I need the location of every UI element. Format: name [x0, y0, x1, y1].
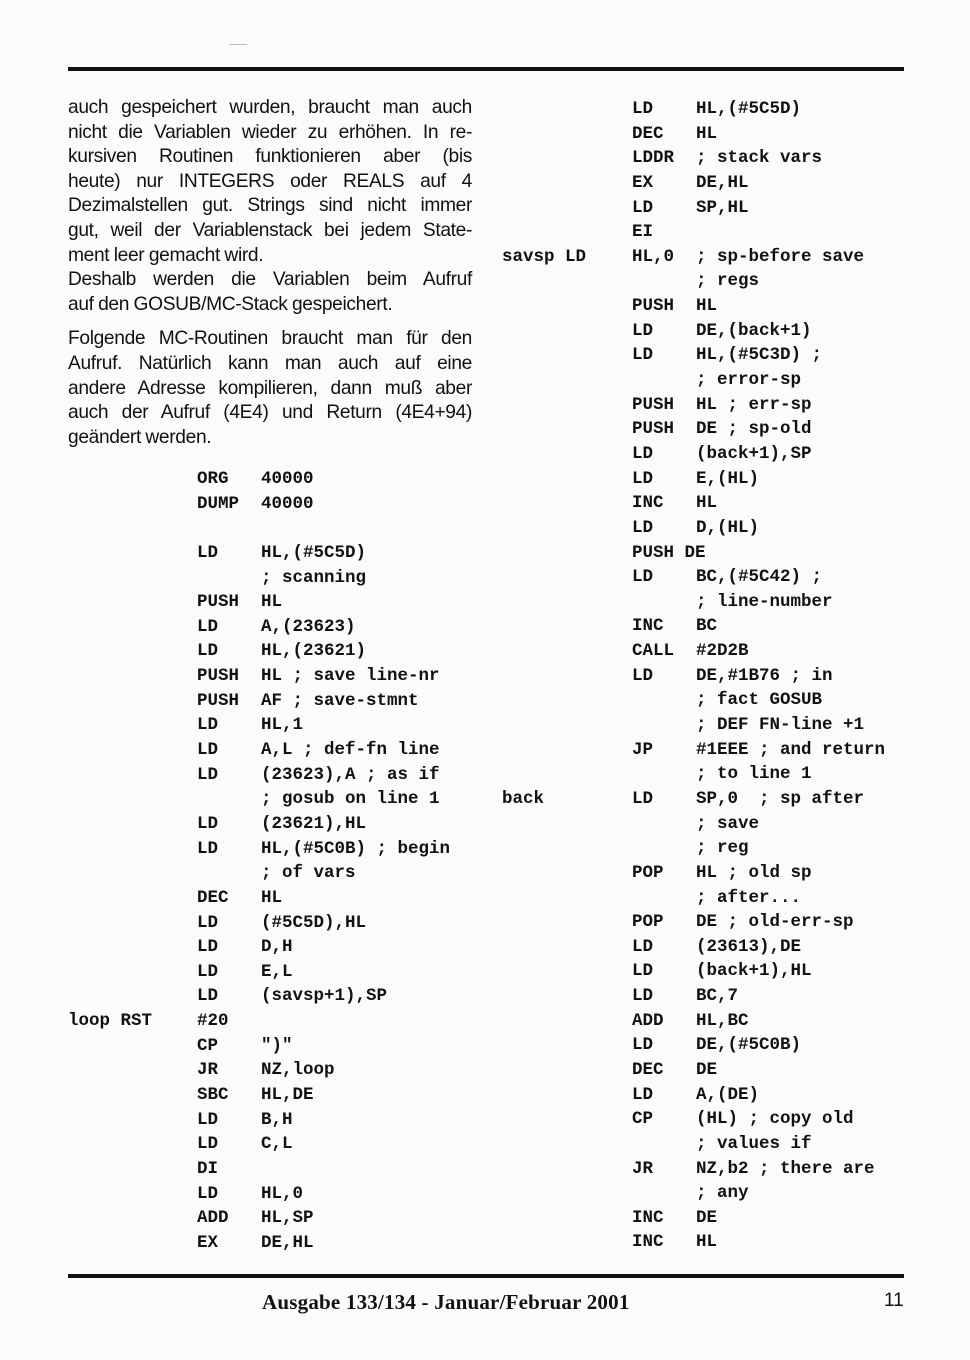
code-arg: ; values if — [696, 1133, 812, 1154]
code-line — [0, 393, 970, 418]
code-arg: DE,HL — [261, 1232, 314, 1253]
code-line — [0, 294, 970, 319]
code-op: #20 — [197, 1011, 229, 1032]
code-arg: HL — [261, 887, 283, 908]
code-op: LD — [197, 1183, 219, 1204]
code-op: LD — [197, 937, 219, 958]
code-arg: HL,BC — [696, 1010, 749, 1031]
code-arg: (back+1),HL — [696, 961, 812, 982]
code-arg: HL — [261, 592, 283, 613]
code-op: LD — [197, 542, 219, 563]
code-arg: ; error-sp — [696, 370, 802, 391]
code-arg: ; reg — [696, 838, 749, 859]
code-op: LD — [632, 443, 654, 464]
code-arg: DE — [696, 1207, 718, 1228]
code-op: LD — [197, 986, 219, 1007]
text-line: Folgende MC-Routinen braucht man für den — [68, 328, 472, 350]
code-op: LD — [197, 1134, 219, 1155]
code-arg: DE,(#5C0B) — [696, 1035, 802, 1056]
code-line — [0, 97, 970, 122]
code-op: DI — [197, 1158, 219, 1179]
code-line — [0, 590, 970, 615]
code-line — [0, 565, 970, 590]
code-op: LD — [197, 740, 219, 761]
code-arg: HL — [696, 1232, 718, 1253]
bottom-rule — [68, 1274, 904, 1278]
code-line — [0, 910, 970, 935]
code-line — [0, 245, 970, 270]
page-footer — [0, 1290, 970, 1320]
code-op: ORG — [197, 469, 229, 489]
text-line: auch der Aufruf (4E4) und Return (4E4+94) — [68, 402, 472, 424]
code-arg: SP,0 ; sp after — [696, 788, 865, 809]
code-op: DUMP — [197, 493, 240, 514]
code-arg: A,L ; def-fn line — [261, 740, 440, 761]
code-arg: HL,0 — [261, 1183, 304, 1204]
code-arg: DE — [696, 1059, 718, 1080]
code-arg: ; DEF FN-line +1 — [696, 715, 865, 736]
code-arg: D,(HL) — [696, 517, 760, 538]
code-op: EX — [632, 172, 654, 193]
code-line — [0, 1157, 970, 1182]
code-op: LD — [632, 320, 654, 341]
scan-mark — [229, 44, 247, 45]
code-arg: (23623),A ; as if — [261, 764, 440, 785]
code-arg: ; fact GOSUB — [696, 690, 823, 711]
code-op: LD — [632, 197, 654, 218]
code-arg: B,H — [261, 1109, 293, 1130]
code-op: INC — [632, 616, 664, 637]
code-op: LD — [632, 517, 654, 538]
code-line — [0, 368, 970, 393]
code-op: HL,0 — [632, 246, 675, 267]
code-arg: (back+1),SP — [696, 443, 812, 464]
code-op: LD — [197, 912, 219, 933]
code-op: LD — [197, 961, 219, 982]
code-arg: HL,DE — [261, 1085, 314, 1106]
code-arg: ; regs — [696, 271, 760, 292]
code-label: back — [502, 788, 545, 809]
code-arg: ; stack vars — [696, 148, 823, 169]
code-line — [0, 491, 970, 516]
code-arg: ; save — [696, 813, 760, 834]
code-line — [0, 639, 970, 664]
code-op: LD — [632, 986, 654, 1007]
code-line — [0, 614, 970, 639]
code-line — [0, 1206, 970, 1231]
code-line — [0, 959, 970, 984]
code-op: EX — [197, 1232, 219, 1253]
code-op: PUSH — [197, 592, 240, 613]
code-arg: ; sp-before save — [696, 246, 865, 267]
code-line — [0, 122, 970, 147]
code-arg: AF ; save-stmnt — [261, 690, 419, 711]
code-op: LD — [632, 788, 654, 809]
code-arg: HL — [696, 493, 718, 514]
code-line — [0, 836, 970, 861]
code-arg: HL,(23621) — [261, 641, 367, 662]
code-arg: (#5C5D),HL — [261, 912, 367, 933]
code-arg: C,L — [261, 1134, 293, 1155]
code-op: LD — [197, 715, 219, 736]
code-arg: HL — [696, 123, 718, 144]
code-line — [0, 467, 970, 492]
code-op: EI — [632, 222, 654, 243]
text-line: Aufruf. Natürlich kann man auch auf eine — [68, 352, 472, 374]
code-arg: ; any — [696, 1183, 749, 1204]
text-line: heute) nur INTEGERS oder REALS auf 4 — [68, 170, 472, 192]
code-arg: DE,(back+1) — [696, 320, 812, 341]
code-line — [0, 319, 970, 344]
code-arg: A,(DE) — [696, 1084, 760, 1105]
code-arg: DE ; sp-old — [696, 419, 812, 440]
code-arg: HL,(#5C3D) ; — [696, 345, 823, 366]
code-op: LD — [197, 616, 219, 637]
code-arg: A,(23623) — [261, 616, 356, 637]
code-line — [0, 146, 970, 171]
code-line — [0, 861, 970, 886]
code-line — [0, 935, 970, 960]
code-arg: HL ; err-sp — [696, 394, 812, 415]
code-line — [0, 343, 970, 368]
code-line — [0, 417, 970, 442]
text-line: auf den GOSUB/MC-Stack gespeichert. — [68, 293, 393, 315]
code-label: loop RST — [68, 1011, 153, 1032]
code-arg: #2D2B — [696, 641, 749, 662]
code-line — [0, 1181, 970, 1206]
page-number: 11 — [884, 1290, 904, 1311]
code-line — [0, 688, 970, 713]
code-op: POP — [632, 862, 664, 883]
code-line — [0, 886, 970, 911]
code-arg: HL ; old sp — [696, 862, 812, 883]
code-arg: ")" — [261, 1035, 293, 1056]
code-arg: BC,7 — [696, 986, 739, 1007]
code-op: INC — [632, 1232, 664, 1253]
text-line: kursiven Routinen funktionieren aber (bis — [68, 146, 472, 168]
code-label: savsp LD — [502, 246, 587, 267]
code-arg: (23613),DE — [696, 936, 802, 957]
code-arg: HL,(#5C0B) ; begin — [261, 838, 451, 859]
issue-title: Ausgabe 133/134 - Januar/Februar 2001 — [262, 1290, 630, 1314]
code-line — [0, 442, 970, 467]
code-line — [0, 1058, 970, 1083]
code-op: DEC — [632, 123, 664, 144]
code-line — [0, 1033, 970, 1058]
code-line — [0, 1107, 970, 1132]
code-op: JR — [632, 1158, 654, 1179]
code-op: LD — [197, 813, 219, 834]
code-line — [0, 812, 970, 837]
code-arg: ; after... — [696, 887, 802, 908]
code-op: PUSH — [632, 419, 675, 440]
code-op: DEC — [632, 1059, 664, 1080]
code-arg: SP,HL — [696, 197, 749, 218]
text-line: gut, weil der Variablenstack bei jedem State- — [68, 219, 472, 241]
code-arg: NZ,b2 ; there are — [696, 1158, 875, 1179]
code-arg: DE,HL — [696, 172, 749, 193]
code-op: LD — [197, 641, 219, 662]
code-line — [0, 713, 970, 738]
code-op: PUSH DE — [632, 542, 706, 563]
code-op: CALL — [632, 641, 675, 662]
code-op: LD — [197, 764, 219, 785]
code-arg: HL ; save line-nr — [261, 666, 440, 687]
code-arg: ; scanning — [261, 567, 367, 588]
code-line — [0, 787, 970, 812]
code-op: CP — [632, 1109, 654, 1130]
code-arg: DE ; old-err-sp — [696, 912, 854, 933]
code-op: PUSH — [197, 666, 240, 687]
code-arg: 40000 — [261, 469, 314, 489]
code-arg: (23621),HL — [261, 813, 367, 834]
code-line — [0, 516, 970, 541]
code-arg: HL,(#5C5D) — [696, 99, 802, 119]
code-line — [0, 1009, 970, 1034]
code-arg: #1EEE ; and return — [696, 739, 886, 760]
code-line — [0, 541, 970, 566]
code-arg: (savsp+1),SP — [261, 986, 388, 1007]
code-op: ADD — [197, 1208, 229, 1229]
code-op: LD — [632, 936, 654, 957]
code-op: LD — [632, 961, 654, 982]
code-arg: ; to line 1 — [696, 764, 812, 785]
text-line: Dezimalstellen gut. Strings sind nicht immer — [68, 195, 472, 217]
code-op: LD — [632, 468, 654, 489]
code-op: LD — [632, 567, 654, 588]
code-op: LD — [197, 1109, 219, 1130]
code-line — [0, 762, 970, 787]
text-line: auch gespeichert wurden, braucht man auch — [68, 97, 472, 118]
code-op: INC — [632, 1207, 664, 1228]
text-line: andere Adresse kompilieren, dann muß aber — [68, 377, 472, 399]
code-arg: NZ,loop — [261, 1060, 335, 1081]
code-line — [0, 664, 970, 689]
code-line — [0, 220, 970, 245]
code-arg: ; gosub on line 1 — [261, 789, 440, 810]
text-line: ment leer gemacht wird. — [68, 244, 264, 266]
code-op: DEC — [197, 887, 229, 908]
code-arg: E,(HL) — [696, 468, 760, 489]
code-op: CP — [197, 1035, 219, 1056]
top-rule — [68, 67, 904, 71]
code-arg: HL,1 — [261, 715, 304, 736]
code-arg: ; of vars — [261, 863, 356, 884]
code-arg: DE,#1B76 ; in — [696, 665, 833, 686]
code-line — [0, 196, 970, 221]
code-op: JR — [197, 1060, 219, 1081]
code-op: LD — [632, 1084, 654, 1105]
code-arg: BC — [696, 616, 718, 637]
code-listing-right — [0, 97, 970, 1255]
code-op: PUSH — [632, 296, 675, 317]
code-arg: BC,(#5C42) ; — [696, 567, 823, 588]
code-op: PUSH — [632, 394, 675, 415]
code-op: LD — [632, 345, 654, 366]
code-line — [0, 1132, 970, 1157]
code-op: SBC — [197, 1085, 229, 1106]
code-op: LD — [197, 838, 219, 859]
code-arg: HL,SP — [261, 1208, 314, 1229]
code-op: LD — [632, 665, 654, 686]
code-arg: 40000 — [261, 493, 314, 514]
code-line — [0, 1083, 970, 1108]
code-arg: ; line-number — [696, 591, 833, 612]
code-line — [0, 984, 970, 1009]
code-op: LD — [632, 99, 654, 119]
code-arg: HL — [696, 296, 718, 317]
code-arg: (HL) ; copy old — [696, 1109, 854, 1130]
code-line — [0, 1230, 970, 1255]
code-op: INC — [632, 493, 664, 514]
code-line — [0, 171, 970, 196]
text-line: geändert werden. — [68, 426, 212, 448]
code-line — [0, 738, 970, 763]
code-op: ADD — [632, 1010, 664, 1031]
code-arg: D,H — [261, 937, 293, 958]
code-line — [0, 269, 970, 294]
code-arg: HL,(#5C5D) — [261, 542, 367, 563]
code-op: POP — [632, 912, 664, 933]
text-line: Deshalb werden die Variablen beim Aufruf — [68, 269, 472, 291]
code-op: LD — [632, 1035, 654, 1056]
code-arg: E,L — [261, 961, 293, 982]
text-line: nicht die Variablen wieder zu erhöhen. In re- — [68, 121, 472, 143]
code-op: PUSH — [197, 690, 240, 711]
code-op: LDDR — [632, 148, 675, 169]
code-op: JP — [632, 739, 654, 760]
